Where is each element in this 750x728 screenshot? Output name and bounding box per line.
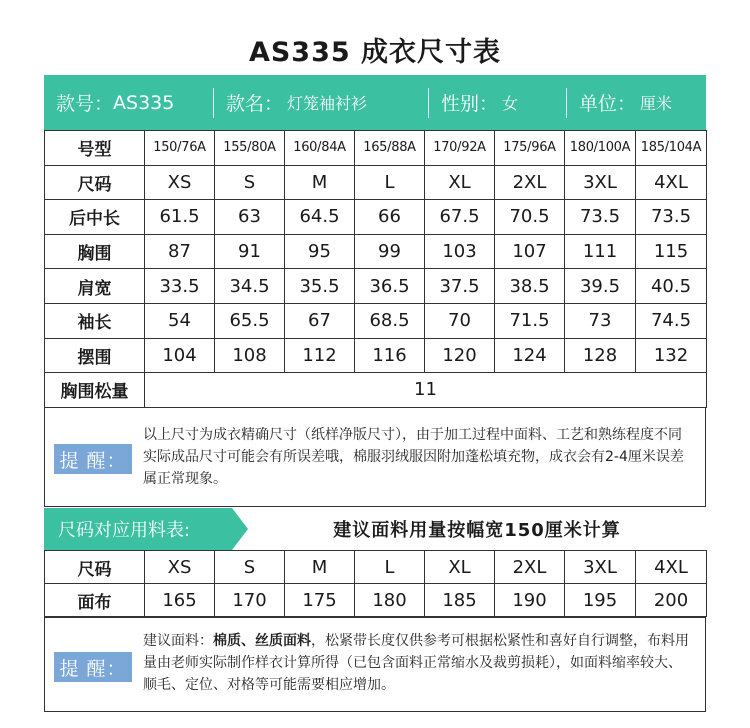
table-cell: 70: [425, 303, 495, 338]
size-table: [44, 130, 707, 408]
size-row: [45, 200, 707, 235]
table-cell: 33.5: [145, 269, 215, 304]
ease-row: [45, 373, 707, 408]
table-cell: 170/92A: [425, 131, 495, 166]
row-label: 尺码: [45, 551, 145, 584]
table-cell: 150/76A: [145, 131, 215, 166]
table-cell: 67.5: [425, 200, 495, 235]
table-cell: 38.5: [495, 269, 565, 304]
table-cell: 115: [636, 234, 707, 269]
fabric-row: [45, 551, 707, 584]
style-no-value: AS335: [113, 91, 175, 114]
table-cell: 175: [285, 584, 355, 617]
table-cell: 2XL: [495, 165, 565, 200]
table-cell: 70.5: [495, 200, 565, 235]
row-label: 号型: [45, 131, 145, 166]
table-cell: 124: [495, 338, 565, 373]
table-cell: 195: [565, 584, 636, 617]
table-cell: 111: [565, 234, 636, 269]
style-no-label: 款号：: [56, 93, 114, 115]
unit-label: 单位：: [579, 93, 637, 115]
table-cell: 128: [565, 338, 636, 373]
table-cell: 67: [285, 303, 355, 338]
row-label: 胸围: [45, 234, 145, 269]
table-cell: 185/104A: [636, 131, 707, 166]
reminder-box: [44, 407, 706, 507]
table-cell: 73.5: [565, 200, 636, 235]
table-cell: 165: [145, 584, 215, 617]
table-cell: L: [355, 165, 425, 200]
page-title: AS335 成衣尺寸表: [248, 37, 502, 68]
name-value: 灯笼袖衬衫: [287, 94, 368, 113]
size-row: [45, 165, 707, 200]
row-label: 面布: [45, 584, 145, 617]
table-cell: 95: [285, 234, 355, 269]
gender-label: 性别：: [441, 93, 499, 115]
fabric-row: [45, 584, 707, 617]
table-cell: 190: [495, 584, 565, 617]
size-row: [45, 269, 707, 304]
table-cell: 185: [425, 584, 495, 617]
table-cell: S: [215, 551, 285, 584]
fabric-header-label: 尺码对应用料表:: [44, 508, 232, 550]
unit-cell: [567, 75, 706, 130]
table-cell: 170: [215, 584, 285, 617]
name-cell: [214, 75, 429, 130]
table-cell: 4XL: [636, 551, 707, 584]
fabric-table: [44, 550, 707, 617]
fabric-header-info: 建议面料用量按幅宽150厘米计算: [333, 520, 621, 541]
table-cell: 108: [215, 338, 285, 373]
header-bar: [44, 75, 706, 130]
row-label: 袖长: [45, 303, 145, 338]
size-row: [45, 303, 707, 338]
table-cell: S: [215, 165, 285, 200]
table-cell: 64.5: [285, 200, 355, 235]
row-label: 尺码: [45, 165, 145, 200]
table-cell: 180/100A: [565, 131, 636, 166]
table-cell: XS: [145, 551, 215, 584]
table-cell: 165/88A: [355, 131, 425, 166]
table-cell: 39.5: [565, 269, 636, 304]
gender-value: 女: [502, 94, 519, 113]
table-cell: 66: [355, 200, 425, 235]
table-cell: 36.5: [355, 269, 425, 304]
unit-value: 厘米: [640, 94, 673, 113]
table-cell: 103: [425, 234, 495, 269]
table-cell: 4XL: [636, 165, 707, 200]
table-cell: 65.5: [215, 303, 285, 338]
table-cell: 74.5: [636, 303, 707, 338]
table-cell: 87: [145, 234, 215, 269]
name-label: 款名：: [226, 93, 284, 115]
fabric-reminder-bold: 棉质、丝质面料: [213, 633, 311, 649]
reminder-text: 以上尺寸为成衣精确尺寸（纸样净版尺寸），由于加工过程中面料、工艺和熟练程度不同实际成品尺寸可能会有所误差哦，棉服羽绒服因附加蓬松填充物，成衣会有2-4厘米误差属正常现象。: [143, 427, 684, 487]
ease-value: 11: [145, 373, 707, 408]
table-cell: 63: [215, 200, 285, 235]
table-cell: 91: [215, 234, 285, 269]
table-cell: 34.5: [215, 269, 285, 304]
table-cell: M: [285, 551, 355, 584]
table-cell: 35.5: [285, 269, 355, 304]
ease-label: 胸围松量: [45, 373, 145, 408]
table-cell: 175/96A: [495, 131, 565, 166]
table-cell: 116: [355, 338, 425, 373]
table-cell: 104: [145, 338, 215, 373]
table-cell: L: [355, 551, 425, 584]
style-no-cell: [44, 75, 214, 130]
table-cell: 73.5: [636, 200, 707, 235]
size-row: [45, 234, 707, 269]
table-cell: 200: [636, 584, 707, 617]
table-cell: 107: [495, 234, 565, 269]
fabric-reminder-text: [143, 630, 693, 696]
table-cell: 2XL: [495, 551, 565, 584]
row-label: 肩宽: [45, 269, 145, 304]
table-cell: XS: [145, 165, 215, 200]
reminder-badge: 提 醒：: [54, 444, 132, 474]
size-row: [45, 338, 707, 373]
table-cell: 112: [285, 338, 355, 373]
row-label: 摆围: [45, 338, 145, 373]
table-cell: 37.5: [425, 269, 495, 304]
table-cell: M: [285, 165, 355, 200]
gender-cell: [429, 75, 567, 130]
table-cell: 40.5: [636, 269, 707, 304]
table-cell: 180: [355, 584, 425, 617]
table-cell: 73: [565, 303, 636, 338]
table-cell: 3XL: [565, 165, 636, 200]
table-cell: 132: [636, 338, 707, 373]
fabric-reminder-prefix: 建议面料：: [143, 633, 213, 649]
table-cell: 120: [425, 338, 495, 373]
table-cell: 61.5: [145, 200, 215, 235]
fabric-reminder-box: [44, 617, 706, 712]
table-cell: 71.5: [495, 303, 565, 338]
table-cell: 54: [145, 303, 215, 338]
table-cell: 68.5: [355, 303, 425, 338]
table-cell: XL: [425, 551, 495, 584]
table-cell: 155/80A: [215, 131, 285, 166]
table-cell: 160/84A: [285, 131, 355, 166]
fabric-header-arrow: [232, 508, 248, 550]
table-cell: XL: [425, 165, 495, 200]
size-row: [45, 131, 707, 166]
row-label: 后中长: [45, 200, 145, 235]
fabric-header: [44, 508, 706, 550]
fabric-reminder-badge: 提 醒：: [54, 652, 132, 682]
fabric-reminder-body: ，松紧带长度仅供参考可根据松紧性和喜好自行调整，布料用量由老师实际制作样衣计算所得（已包含面料正常缩水及裁剪损耗），如面料缩率较大、顺毛、定位、对格等可能需要相应增加。: [143, 633, 689, 693]
table-cell: 99: [355, 234, 425, 269]
table-cell: 3XL: [565, 551, 636, 584]
